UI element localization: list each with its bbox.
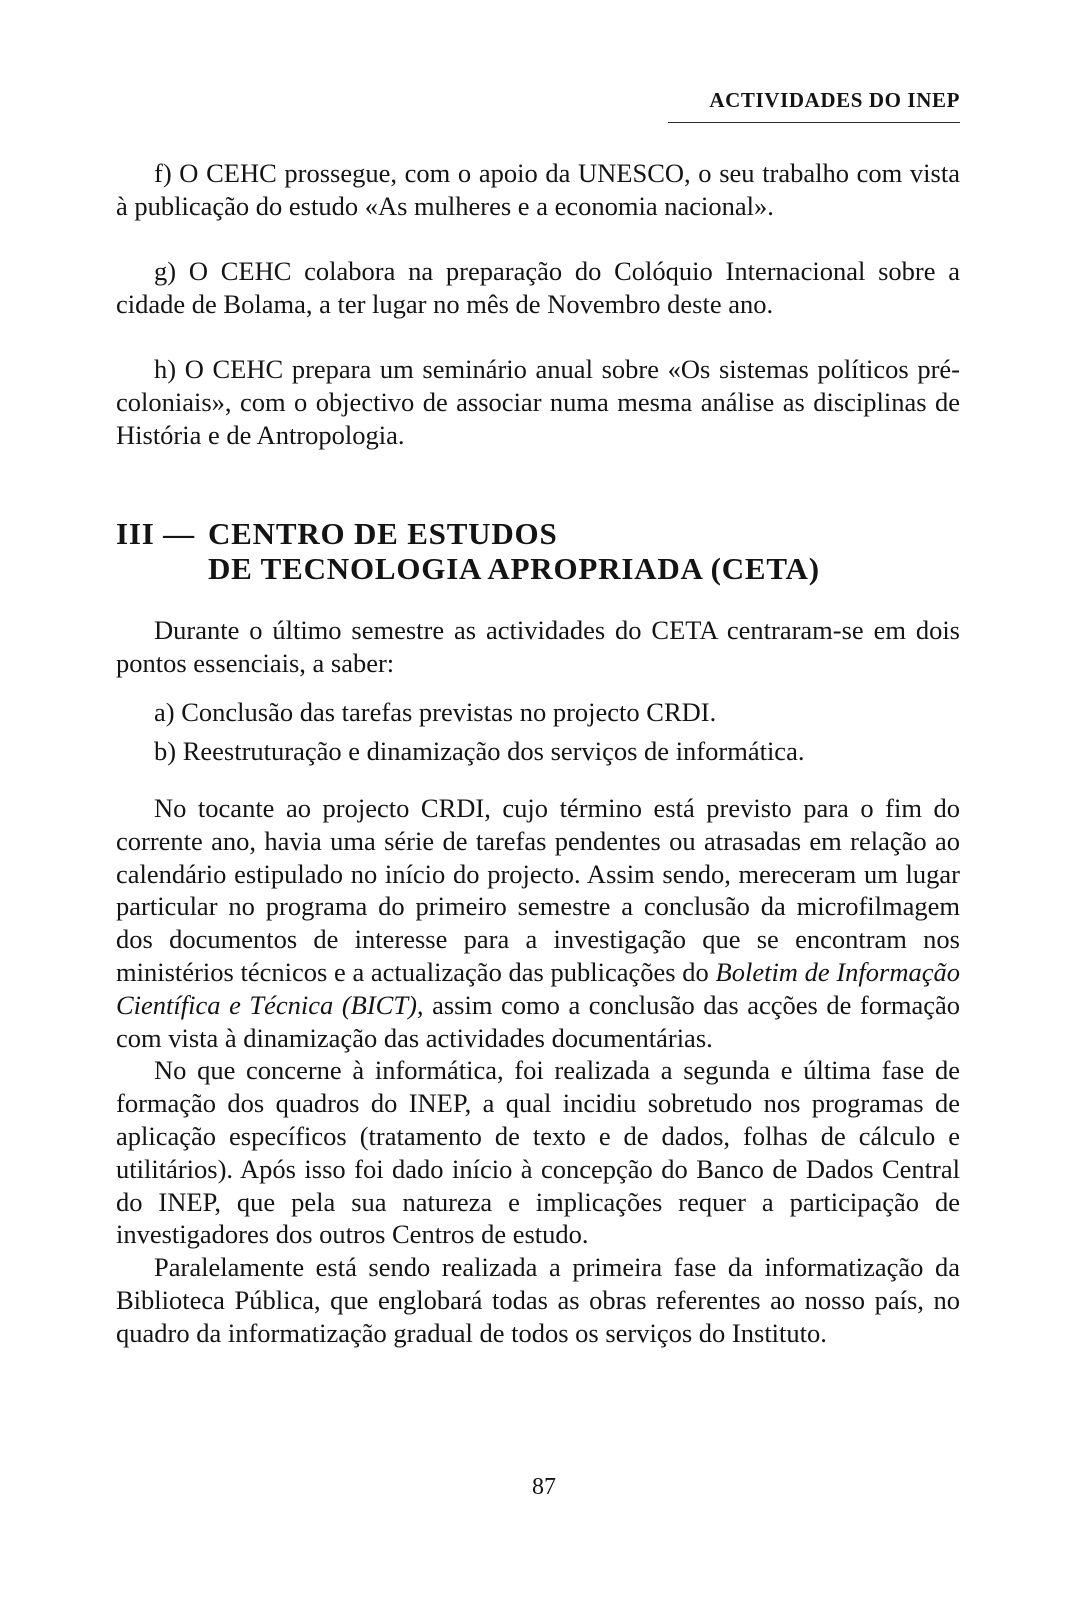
paragraph-crdi-text-end: assim como a conclusão das acções de formação com vista à dinamização das actividades documentárias. bbox=[116, 989, 960, 1053]
page-number: 87 bbox=[532, 1474, 556, 1500]
section-number: III — bbox=[116, 516, 195, 551]
paragraph-f: f) O CEHC prossegue, com o apoio da UNESCO, o seu trabalho com vista à publicação do estudo «As mulheres e a economia nacional». bbox=[116, 158, 960, 221]
bict-title: Boletim de Informação Científica e Técnica (BICT), bbox=[116, 956, 960, 1020]
paragraph-crdi bbox=[116, 792, 960, 1054]
section-heading bbox=[116, 516, 960, 586]
paragraph-g: g) O CEHC colabora na preparação do Colóquio Internacional sobre a cidade de Bolama, a ter lugar no mês de Novembro deste ano. bbox=[116, 256, 960, 319]
paragraph-biblioteca: Paralelamente está sendo realizada a primeira fase da informatização da Biblioteca Pública, que englobará todas as obras referentes ao nosso país, no quadro da informatização gradual de todos os serviços do Instituto. bbox=[116, 1252, 960, 1348]
paragraph-f-block bbox=[116, 157, 960, 223]
list-item-a: a) Conclusão das tarefas previstas no projecto CRDI. bbox=[154, 697, 717, 727]
section-intro: Durante o último semestre as actividades do CETA centraram-se em dois pontos essenciais, a saber: bbox=[116, 615, 960, 678]
running-header-title: ACTIVIDADES DO INEP bbox=[668, 86, 960, 123]
list-item-b: b) Reestruturação e dinamização dos serviços de informática. bbox=[154, 736, 805, 766]
section-title-line1: CENTRO DE ESTUDOS bbox=[208, 516, 558, 551]
body-text-block bbox=[116, 792, 960, 1350]
paragraph-h-block bbox=[116, 353, 960, 451]
paragraph-g-block bbox=[116, 255, 960, 321]
paragraph-crdi-text: No tocante ao projecto CRDI, cujo término está previsto para o fim do corrente ano, havia uma série de tarefas pendentes ou atrasadas em relação ao calendário estipulado no início do projecto. Assim sendo, mereceram um lugar particular no programa do primeiro semestre a conclusão da microfilmagem dos documentos de interesse para a investigação que se encontram nos ministérios técnicos e a actualização das publicações do bbox=[116, 793, 960, 987]
paragraph-h: h) O CEHC prepara um seminário anual sobre «Os sistemas políticos pré-coloniais», com o objectivo de associar numa mesma análise as disciplinas de História e de Antropologia. bbox=[116, 354, 960, 450]
section-title-line2: DE TECNOLOGIA APROPRIADA (CETA) bbox=[208, 551, 820, 586]
section-intro-block bbox=[116, 614, 960, 680]
paragraph-informatica: No que concerne à informática, foi realizada a segunda e última fase de formação dos quadros do INEP, a qual incidiu sobretudo nos programas de aplicação específicos (tratamento de texto e de dados, folhas de cálculo e utilitários). Após isso foi dado início à concepção do Banco de Dados Central do INEP, que pela sua natureza e implicações requer a participação de investigadores dos outros Centros de estudo. bbox=[116, 1055, 960, 1250]
